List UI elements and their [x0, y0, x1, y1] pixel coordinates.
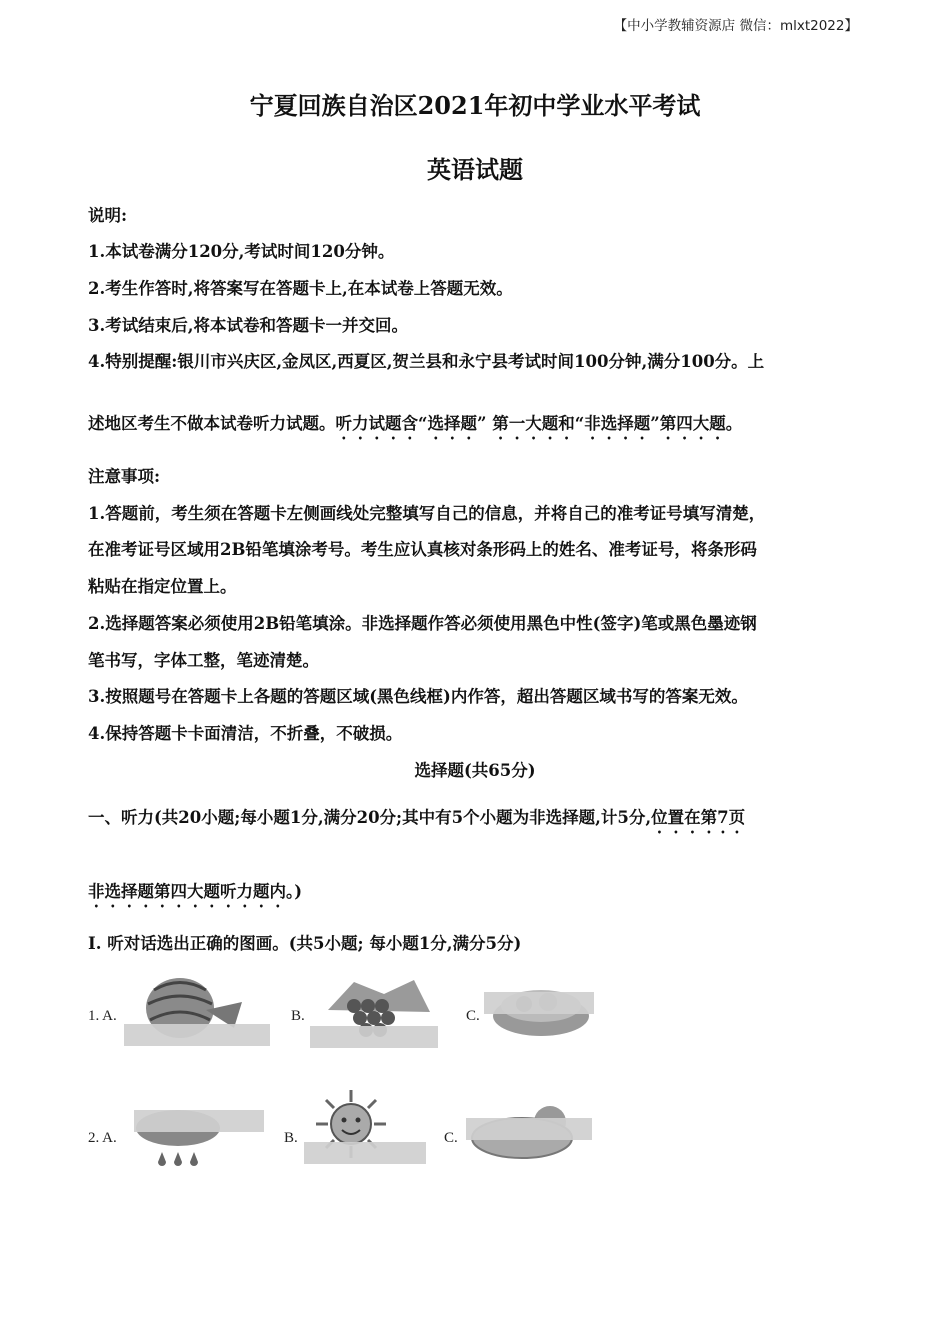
blurred-patch [134, 1110, 264, 1132]
note-line-2: 在准考证号区域用2B铅笔填涂考号。考生应认真核对条形码上的姓名、准考证号，将条形码 [88, 540, 757, 559]
instruction-2: 2.考生作答时,将答案写在答题卡上,在本试卷上答题无效。 [88, 279, 513, 298]
instruction-1: 1.本试卷满分120分,考试时间120分钟。 [88, 242, 395, 261]
instruction-4-cont [88, 412, 878, 443]
question-2 [88, 1088, 788, 1168]
part1-plain: 一、听力(共20小题;每小题1分,满分20分;其中有5个小题为非选择题,计5分, [88, 808, 652, 827]
question-1-label-b: B. [291, 1008, 305, 1024]
part1-dotted: 位置在第7页 [651, 808, 746, 827]
question-1-label-a: 1. A. [88, 1008, 117, 1024]
part1-cont-end: 。) [286, 882, 303, 901]
section-title: 选择题(共65分) [414, 761, 536, 780]
note-line-6: 3.按照题号在答题卡上各题的答题区域(黑色线框)内作答，超出答题区域书写的答案无效。 [88, 687, 748, 706]
sub-section-1: I. 听对话选出正确的图画。(共5小题; 每小题1分,满分5分) [88, 934, 522, 953]
note-line-1: 1.答题前，考生须在答题卡左侧画线处完整填写自己的信息，并将自己的准考证号填写清楚， [88, 504, 766, 523]
blurred-patch [484, 992, 594, 1014]
part1-heading [88, 806, 878, 837]
question-2-label-a: 2. A. [88, 1130, 117, 1146]
question-2-label-c: C. [444, 1130, 458, 1146]
question-2-label-b: B. [284, 1130, 298, 1146]
notes-heading: 注意事项: [88, 467, 161, 486]
blurred-patch [304, 1142, 426, 1164]
note-line-5: 笔书写，字体工整，笔迹清楚。 [88, 651, 319, 670]
instruction-4-cont-end: 。 [725, 414, 743, 433]
instructions-heading: 说明: [88, 206, 128, 225]
blurred-patch [466, 1118, 592, 1140]
part1-cont-dotted: 非选择题第四大题听力题内 [88, 882, 286, 901]
note-line-3: 粘贴在指定位置上。 [88, 577, 237, 596]
watermark: 【中小学教辅资源店 微信：mlxt2022】 [613, 18, 858, 34]
blurred-patch [124, 1024, 270, 1046]
instruction-4: 4.特别提醒:银川市兴庆区,金凤区,西夏区,贺兰县和永宁县考试时间100分钟,满分100分。上 [88, 352, 765, 371]
exam-title: 宁夏回族自治区2021年初中学业水平考试 [249, 91, 701, 120]
question-1 [88, 970, 788, 1050]
question-1-label-c: C. [466, 1008, 480, 1024]
blurred-patch [310, 1026, 438, 1048]
instruction-4-cont-plain: 述地区考生不做本试卷听力试题。 [88, 414, 336, 433]
instruction-4-cont-dotted: 听力试题含“选择题” 第一大题和“非选择题”第四大题 [335, 414, 726, 433]
instruction-3: 3.考试结束后,将本试卷和答题卡一并交回。 [88, 316, 408, 335]
note-line-7: 4.保持答题卡卡面清洁，不折叠，不破损。 [88, 724, 403, 743]
exam-subtitle: 英语试题 [427, 155, 523, 184]
part1-cont [88, 880, 878, 911]
note-line-4: 2.选择题答案必须使用2B铅笔填涂。非选择题作答必须使用黑色中性(签字)笔或黑色墨迹钢 [88, 614, 757, 633]
